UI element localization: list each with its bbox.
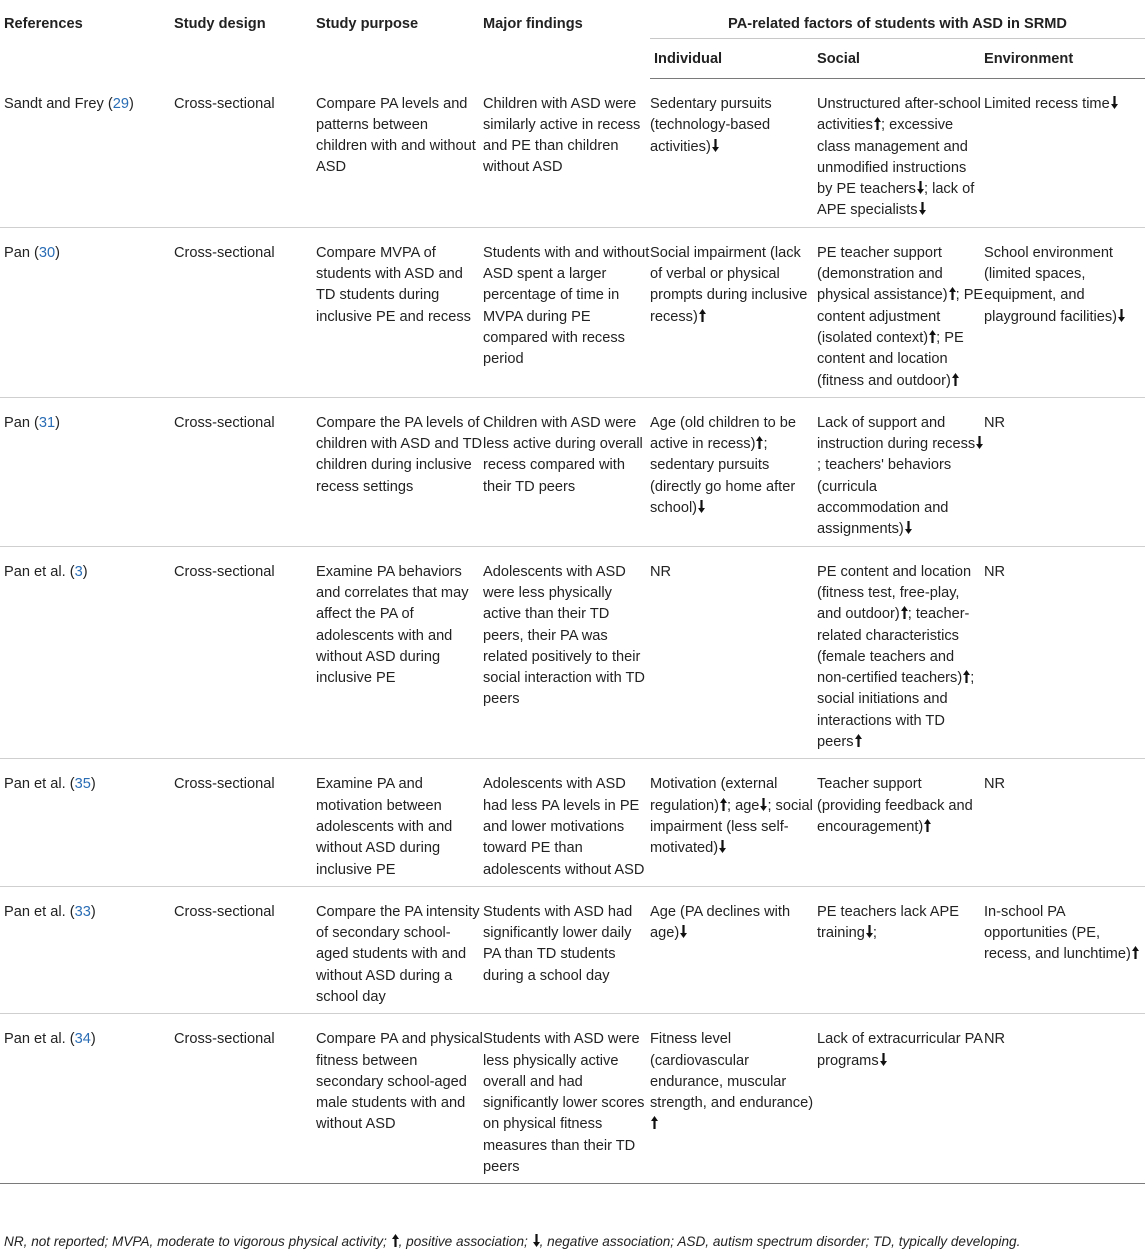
cell-social (817, 546, 984, 759)
text-run: PE content and location (fitness test, free-play, and outdoor) (817, 563, 972, 623)
cell-reference (0, 397, 174, 546)
text-run: Fitness level (cardiovascular endurance, muscular strength, and endurance) (650, 1031, 814, 1112)
table-row (0, 1014, 1145, 1184)
table-row (0, 227, 1145, 397)
cell-social (817, 79, 984, 228)
text-run: Sandt and Frey ( (4, 95, 113, 112)
col-environment: Environment (984, 39, 1145, 79)
table-row (0, 79, 1145, 228)
cell-social (817, 759, 984, 886)
cell-study-purpose: Compare PA levels and patterns between children with and without ASD (316, 79, 483, 228)
cell-environment (984, 79, 1145, 228)
cell-individual (650, 79, 817, 228)
col-social: Social (817, 39, 984, 79)
col-major-findings: Major findings (483, 16, 583, 32)
cell-study-design: Cross-sectional (174, 1014, 316, 1184)
cell-reference (0, 546, 174, 759)
text-run: ; social initiations and interactions with TD peers (817, 670, 975, 751)
cell-study-purpose: Compare the PA intensity of secondary school-aged students with and without ASD during a school day (316, 886, 483, 1013)
cell-individual (650, 886, 817, 1013)
text-run: ; social impairment (less self-motivated) (650, 797, 813, 857)
text-run: NR (984, 414, 1006, 431)
citation-link[interactable]: 33 (74, 903, 91, 920)
cell-social (817, 886, 984, 1013)
arrow-up-icon (651, 1116, 658, 1129)
cell-study-purpose: Compare the PA levels of children with ASD and TD children during inclusive recess settings (316, 397, 483, 546)
cell-environment (984, 397, 1145, 546)
table-footnote (4, 1234, 1020, 1249)
cell-reference (0, 759, 174, 886)
cell-study-design: Cross-sectional (174, 397, 316, 546)
cell-individual (650, 397, 817, 546)
text-run: Pan et al. ( (4, 563, 75, 580)
arrow-up-icon (952, 373, 959, 386)
cell-reference (0, 1014, 174, 1184)
cell-reference (0, 886, 174, 1013)
arrow-down-icon (712, 139, 719, 152)
arrow-up-icon (874, 117, 881, 130)
cell-study-purpose: Examine PA behaviors and correlates that may affect the PA of adolescents with and without ASD during inclusive PE (316, 546, 483, 759)
text-run: Teacher support (providing feedback and encouragement) (817, 776, 973, 835)
text-run: Motivation (external regulation) (650, 776, 778, 814)
col-references: References (4, 16, 83, 32)
text-run: Age (old children to be active in recess) (650, 414, 797, 453)
text-run: ) (55, 244, 60, 261)
text-run: Pan et al. ( (4, 776, 75, 793)
citation-link[interactable]: 35 (74, 776, 91, 793)
citation-link[interactable]: 3 (74, 563, 83, 580)
table-row (0, 546, 1145, 759)
text-run: PE teachers lack APE training (817, 903, 959, 942)
cell-environment (984, 759, 1145, 886)
text-run: ; PE content and location (fitness and outdoor) (817, 329, 964, 389)
arrow-down-icon (880, 1053, 887, 1066)
text-run: ; age (726, 797, 760, 814)
citation-link[interactable]: 31 (38, 414, 56, 431)
arrow-down-icon (919, 202, 926, 215)
arrow-up-icon (924, 819, 931, 832)
cell-social (817, 1014, 984, 1184)
text-run: ; teachers' behaviors (curricula accommodation and assignments) (817, 457, 952, 538)
text-run: Sedentary pursuits (technology-based activities) (650, 96, 772, 155)
text-run: ; lack of APE specialists (817, 181, 975, 219)
arrow-down-icon (976, 436, 983, 449)
text-run: ; PE content adjustment (isolated context) (817, 287, 984, 346)
arrow-down-icon (1111, 96, 1118, 109)
cell-study-purpose: Compare MVPA of students with ASD and TD students during inclusive PE and recess (316, 227, 483, 397)
cell-environment (984, 886, 1145, 1013)
cell-study-design: Cross-sectional (174, 886, 316, 1013)
table-row (0, 397, 1145, 546)
cell-study-design: Cross-sectional (174, 546, 316, 759)
text-run: Pan et al. ( (4, 1031, 75, 1048)
cell-environment (984, 227, 1145, 397)
text-run: ) (82, 563, 88, 580)
arrow-down-icon (1118, 309, 1125, 322)
text-run: ) (90, 903, 96, 920)
text-run: ; teacher-related characteristics (female teachers and non-certified teachers) (817, 606, 970, 687)
arrow-down-icon (698, 500, 705, 513)
text-run: NR (650, 563, 672, 580)
arrow-up-icon (720, 798, 727, 811)
text-run: ; excessive class management and unmodified instructions by PE teachers (817, 117, 968, 198)
text-run: NR (984, 1031, 1006, 1048)
arrow-up-icon (901, 606, 908, 619)
citation-link[interactable]: 30 (38, 244, 56, 261)
text-run: ; sedentary pursuits (directly go home after school) (650, 436, 796, 517)
text-run: NR, not reported; MVPA, moderate to vigorous physical activity; (4, 1234, 391, 1249)
arrow-up-icon (392, 1234, 399, 1247)
citation-link[interactable]: 34 (74, 1031, 91, 1048)
arrow-down-icon (533, 1234, 540, 1247)
cell-major-findings: Students with ASD had significantly lower daily PA than TD students during a school day (483, 886, 650, 1013)
citation-link[interactable]: 29 (112, 95, 129, 112)
cell-environment (984, 1014, 1145, 1184)
cell-major-findings: Students with and without ASD spent a larger percentage of time in MVPA during PE compared with recess period (483, 227, 650, 397)
cell-study-design: Cross-sectional (174, 759, 316, 886)
text-run: PE teacher support (demonstration and physical assistance) (817, 244, 948, 304)
col-study-design: Study design (174, 16, 266, 32)
text-run: , positive association; (398, 1234, 532, 1249)
cell-study-design: Cross-sectional (174, 79, 316, 228)
arrow-up-icon (949, 287, 956, 300)
cell-social (817, 227, 984, 397)
cell-study-design: Cross-sectional (174, 227, 316, 397)
text-run: Unstructured after-school activities (817, 96, 981, 134)
cell-individual (650, 227, 817, 397)
cell-individual (650, 1014, 817, 1184)
text-run: ) (128, 95, 134, 112)
text-run: ; (872, 925, 877, 942)
arrow-down-icon (905, 521, 912, 534)
col-study-purpose: Study purpose (316, 16, 419, 32)
arrow-up-icon (855, 734, 862, 747)
arrow-down-icon (719, 840, 726, 853)
text-run: Pan ( (4, 244, 39, 261)
text-run: , negative association; ASD, autism spectrum disorder; TD, typically developing. (539, 1234, 1021, 1249)
cell-study-purpose: Compare PA and physical fitness between secondary school-aged male students with and without ASD (316, 1014, 483, 1184)
text-run: School environment (limited spaces, equipment, and playground facilities) (984, 244, 1118, 325)
cell-major-findings: Adolescents with ASD were less physically active than their TD peers, their PA was related positively to their social interaction with TD peers (483, 546, 650, 759)
cell-study-purpose: Examine PA and motivation between adolescents with and without ASD during inclusive PE (316, 759, 483, 886)
cell-individual (650, 546, 817, 759)
arrow-down-icon (917, 181, 924, 194)
text-run: NR (984, 563, 1006, 580)
text-run: NR (984, 776, 1006, 793)
text-run: Lack of extracurricular PA programs (817, 1031, 983, 1069)
text-run: Pan ( (4, 414, 39, 431)
cell-major-findings: Adolescents with ASD had less PA levels in PE and lower motivations toward PE than adolescents without ASD (483, 759, 650, 886)
text-run: ) (55, 414, 60, 431)
col-group-pa-factors: PA-related factors of students with ASD in SRMD (650, 0, 1145, 39)
text-run: In-school PA opportunities (PE, recess, and lunchtime) (984, 903, 1131, 963)
cell-major-findings: Children with ASD were similarly active in recess and PE than children without ASD (483, 79, 650, 228)
arrow-down-icon (680, 925, 687, 938)
cell-reference (0, 79, 174, 228)
col-individual: Individual (650, 39, 817, 79)
text-run: ) (90, 776, 96, 793)
text-run: Age (PA declines with age) (650, 903, 791, 942)
text-run: Pan et al. ( (4, 903, 75, 920)
text-run: Lack of support and instruction during recess (817, 414, 976, 453)
cell-major-findings: Students with ASD were less physically active overall and had significantly lower scores on physical fitness measures than their TD peers (483, 1014, 650, 1184)
text-run: Social impairment (lack of verbal or physical prompts during inclusive recess) (650, 244, 808, 325)
table-row (0, 886, 1145, 1013)
cell-individual (650, 759, 817, 886)
cell-environment (984, 546, 1145, 759)
cell-major-findings: Children with ASD were less active during overall recess compared with their TD peers (483, 397, 650, 546)
table-body (0, 79, 1145, 1184)
arrow-down-icon (866, 925, 873, 938)
text-run: Limited recess time (984, 96, 1110, 112)
table-header (0, 0, 1145, 79)
arrow-up-icon (699, 309, 706, 322)
arrow-up-icon (1132, 946, 1139, 959)
text-run: ) (90, 1031, 96, 1048)
cell-reference (0, 227, 174, 397)
table-row (0, 759, 1145, 886)
cell-social (817, 397, 984, 546)
